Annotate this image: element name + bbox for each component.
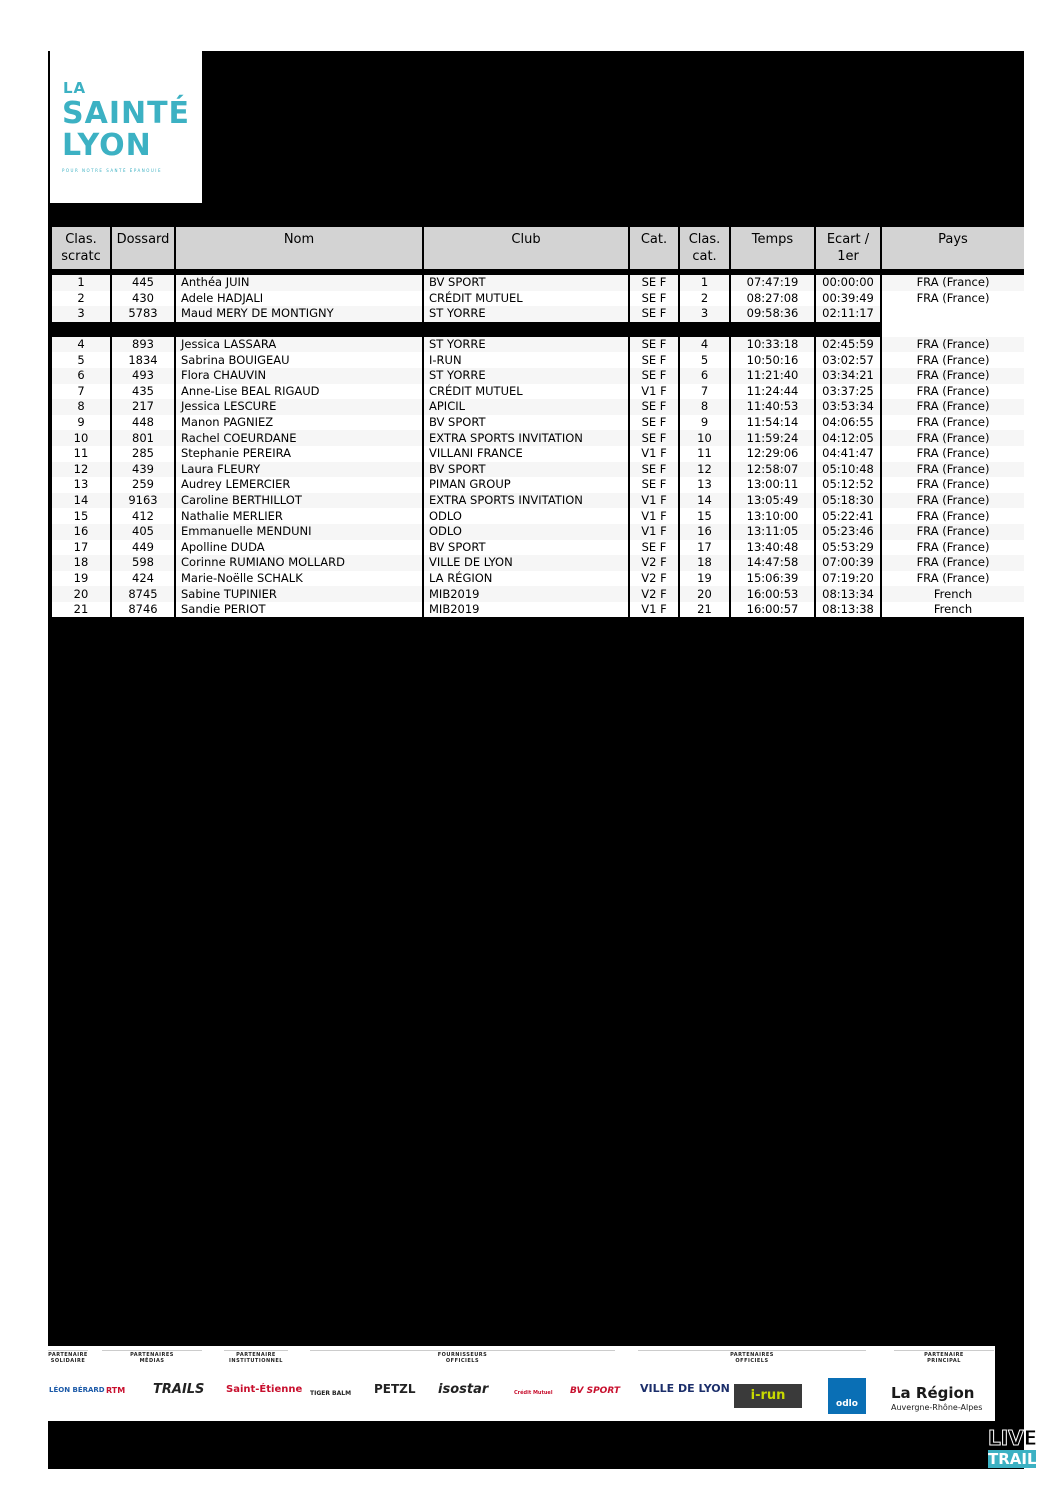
cell-rank: 5 — [51, 352, 111, 368]
cell-club: BV SPORT — [423, 540, 629, 556]
livetrail-live: LIVE — [988, 1426, 1038, 1450]
cell-country: FRA (France) — [881, 508, 1024, 524]
logo-rtm: RTM — [106, 1386, 126, 1395]
cell-cat: V1 F — [629, 524, 679, 540]
cell-rank: 4 — [51, 337, 111, 353]
logo-leon-berard: LÉON BÉRARD — [49, 1386, 105, 1394]
cell-cat-rank: 20 — [679, 586, 730, 602]
table-header-row — [51, 227, 1024, 269]
cell-time: 11:24:44 — [730, 384, 815, 400]
cell-cat: SE F — [629, 477, 679, 493]
cell-club: MIB2019 — [423, 602, 629, 618]
cell-cat-rank: 2 — [679, 291, 730, 307]
cell-cat-rank: 10 — [679, 430, 730, 446]
cell-rank: 20 — [51, 586, 111, 602]
logo-line-sainte: SAINTÉ — [62, 96, 191, 131]
logo-credit-mutuel: Crédit Mutuel — [514, 1390, 553, 1396]
cell-country: FRA (France) — [881, 477, 1024, 493]
cell-time: 11:54:14 — [730, 415, 815, 431]
cell-country: FRA (France) — [881, 415, 1024, 431]
cell-country: FRA (France) — [881, 399, 1024, 415]
cell-name: Sabrina BOUIGEAU — [175, 352, 423, 368]
cell-cat: SE F — [629, 462, 679, 478]
cell-bib: 801 — [111, 430, 175, 446]
cell-cat-rank: 15 — [679, 508, 730, 524]
cell-rank: 9 — [51, 415, 111, 431]
cell-rank: 7 — [51, 384, 111, 400]
partner-caption-principal: PARTENAIRE PRINCIPAL — [924, 1352, 964, 1364]
sainte-lyon-logo — [50, 51, 202, 203]
cell-bib: 8746 — [111, 602, 175, 618]
logo-auvergne-rhone-alpes: Auvergne-Rhône-Alpes — [891, 1403, 983, 1412]
logo-petzl: PETZL — [374, 1382, 416, 1396]
logo-tagline: POUR NOTRE SANTÉ ÉPANOUIE — [62, 168, 162, 173]
cell-country: FRA (France) — [881, 555, 1024, 571]
cell-cat-rank: 7 — [679, 384, 730, 400]
table-section-gap — [51, 322, 1024, 337]
cell-cat: SE F — [629, 415, 679, 431]
cell-country: FRA (France) — [881, 462, 1024, 478]
cell-time: 13:11:05 — [730, 524, 815, 540]
table-row — [51, 540, 1024, 556]
cell-rank: 11 — [51, 446, 111, 462]
cell-cat: SE F — [629, 275, 679, 291]
cell-cat: V2 F — [629, 555, 679, 571]
cell-time: 09:58:36 — [730, 306, 815, 322]
cell-cat-rank: 3 — [679, 306, 730, 322]
cell-country: FRA (France) — [881, 275, 1024, 291]
cell-rank: 17 — [51, 540, 111, 556]
cell-name: Corinne RUMIANO MOLLARD — [175, 555, 423, 571]
table-row — [51, 337, 1024, 353]
cell-rank: 3 — [51, 306, 111, 322]
cell-gap: 05:18:30 — [815, 493, 881, 509]
cell-bib: 9163 — [111, 493, 175, 509]
cell-rank: 1 — [51, 275, 111, 291]
cell-club: ST YORRE — [423, 337, 629, 353]
table-row — [51, 384, 1024, 400]
cell-gap: 07:00:39 — [815, 555, 881, 571]
cell-country: FRA (France) — [881, 291, 1024, 307]
cell-gap: 03:37:25 — [815, 384, 881, 400]
logo-trails: TRAILS — [153, 1382, 205, 1397]
header-rank: Clas. scratc — [51, 227, 111, 269]
cell-gap: 03:34:21 — [815, 368, 881, 384]
table-row — [51, 306, 1024, 322]
cell-rank: 13 — [51, 477, 111, 493]
cell-cat: V1 F — [629, 384, 679, 400]
cell-cat-rank: 18 — [679, 555, 730, 571]
cell-gap: 02:45:59 — [815, 337, 881, 353]
cell-rank: 8 — [51, 399, 111, 415]
table-row — [51, 446, 1024, 462]
cell-name: Maud MERY DE MONTIGNY — [175, 306, 423, 322]
cell-country: FRA (France) — [881, 430, 1024, 446]
cell-country: FRA (France) — [881, 493, 1024, 509]
cell-bib: 8745 — [111, 586, 175, 602]
cell-bib: 439 — [111, 462, 175, 478]
header-category: Cat. — [629, 227, 679, 269]
livetrail-trail: TRAIL — [988, 1450, 1037, 1468]
cell-name: Anne-Lise BEAL RIGAUD — [175, 384, 423, 400]
cell-club: EXTRA SPORTS INVITATION — [423, 430, 629, 446]
cell-cat: SE F — [629, 352, 679, 368]
cell-cat-rank: 9 — [679, 415, 730, 431]
cell-cat-rank: 4 — [679, 337, 730, 353]
cell-name: Nathalie MERLIER — [175, 508, 423, 524]
cell-rank: 14 — [51, 493, 111, 509]
cell-bib: 445 — [111, 275, 175, 291]
table-row — [51, 586, 1024, 602]
logo-isostar: isostar — [438, 1382, 489, 1397]
cell-country: FRA (France) — [881, 540, 1024, 556]
cell-time: 11:59:24 — [730, 430, 815, 446]
cell-time: 10:33:18 — [730, 337, 815, 353]
cell-time: 10:50:16 — [730, 352, 815, 368]
cell-time: 15:06:39 — [730, 571, 815, 587]
cell-time: 14:47:58 — [730, 555, 815, 571]
cell-country: French — [881, 602, 1024, 618]
cell-country — [881, 306, 1024, 322]
cell-rank: 21 — [51, 602, 111, 618]
cell-club: VILLE DE LYON — [423, 555, 629, 571]
cell-club: APICIL — [423, 399, 629, 415]
livetrail-logo — [986, 1422, 1038, 1470]
cell-name: Rachel COEURDANE — [175, 430, 423, 446]
logo-la-region: La Région — [891, 1384, 975, 1402]
results-body — [51, 269, 1024, 617]
cell-club: CRÉDIT MUTUEL — [423, 291, 629, 307]
cell-club: BV SPORT — [423, 415, 629, 431]
cell-club: MIB2019 — [423, 586, 629, 602]
header-category-rank: Clas. cat. — [679, 227, 730, 269]
cell-club: BV SPORT — [423, 275, 629, 291]
cell-name: Adele HADJALI — [175, 291, 423, 307]
cell-name: Jessica LASSARA — [175, 337, 423, 353]
table-row — [51, 415, 1024, 431]
cell-gap: 05:22:41 — [815, 508, 881, 524]
header-club: Club — [423, 227, 629, 269]
cell-gap: 04:12:05 — [815, 430, 881, 446]
table-row — [51, 524, 1024, 540]
cell-name: Jessica LESCURE — [175, 399, 423, 415]
cell-bib: 435 — [111, 384, 175, 400]
cell-gap: 08:13:38 — [815, 602, 881, 618]
cell-club: ODLO — [423, 508, 629, 524]
cell-time: 07:47:19 — [730, 275, 815, 291]
cell-name: Apolline DUDA — [175, 540, 423, 556]
cell-name: Audrey LEMERCIER — [175, 477, 423, 493]
table-row — [51, 477, 1024, 493]
cell-name: Marie-Noëlle SCHALK — [175, 571, 423, 587]
cell-gap: 03:53:34 — [815, 399, 881, 415]
cell-cat: SE F — [629, 430, 679, 446]
cell-bib: 1834 — [111, 352, 175, 368]
cell-cat: V1 F — [629, 493, 679, 509]
cell-name: Sabine TUPINIER — [175, 586, 423, 602]
results-table — [50, 227, 1024, 617]
cell-gap: 05:53:29 — [815, 540, 881, 556]
cell-cat-rank: 21 — [679, 602, 730, 618]
cell-cat-rank: 12 — [679, 462, 730, 478]
cell-country: FRA (France) — [881, 368, 1024, 384]
logo-line-la: LA — [63, 79, 87, 97]
cell-time: 11:21:40 — [730, 368, 815, 384]
cell-cat-rank: 6 — [679, 368, 730, 384]
header-name: Nom — [175, 227, 423, 269]
table-row — [51, 430, 1024, 446]
partner-caption-institutionnel: PARTENAIRE INSTITUTIONNEL — [229, 1352, 283, 1364]
header-gap: Ecart / 1er — [815, 227, 881, 269]
cell-bib: 893 — [111, 337, 175, 353]
cell-rank: 12 — [51, 462, 111, 478]
cell-club: VILLANI FRANCE — [423, 446, 629, 462]
table-row — [51, 571, 1024, 587]
cell-cat-rank: 17 — [679, 540, 730, 556]
cell-club: PIMAN GROUP — [423, 477, 629, 493]
cell-name: Manon PAGNIEZ — [175, 415, 423, 431]
cell-gap: 05:23:46 — [815, 524, 881, 540]
cell-gap: 02:11:17 — [815, 306, 881, 322]
table-row — [51, 493, 1024, 509]
cell-rank: 2 — [51, 291, 111, 307]
cell-rank: 6 — [51, 368, 111, 384]
cell-club: CRÉDIT MUTUEL — [423, 384, 629, 400]
table-row — [51, 462, 1024, 478]
cell-time: 08:27:08 — [730, 291, 815, 307]
cell-name: Flora CHAUVIN — [175, 368, 423, 384]
cell-club: ST YORRE — [423, 306, 629, 322]
cell-time: 13:00:11 — [730, 477, 815, 493]
cell-bib: 493 — [111, 368, 175, 384]
cell-country: FRA (France) — [881, 337, 1024, 353]
table-row — [51, 399, 1024, 415]
table-row — [51, 555, 1024, 571]
logo-i-run: i-run — [734, 1384, 802, 1408]
cell-rank: 10 — [51, 430, 111, 446]
cell-name: Sandie PERIOT — [175, 602, 423, 618]
cell-time: 11:40:53 — [730, 399, 815, 415]
cell-bib: 217 — [111, 399, 175, 415]
cell-cat-rank: 19 — [679, 571, 730, 587]
cell-cat-rank: 14 — [679, 493, 730, 509]
cell-cat: V2 F — [629, 586, 679, 602]
header-bib: Dossard — [111, 227, 175, 269]
partner-caption-fournisseurs: FOURNISSEURS OFFICIELS — [437, 1352, 488, 1364]
cell-rank: 18 — [51, 555, 111, 571]
cell-bib: 430 — [111, 291, 175, 307]
cell-country: FRA (France) — [881, 446, 1024, 462]
cell-cat-rank: 16 — [679, 524, 730, 540]
cell-time: 13:10:00 — [730, 508, 815, 524]
cell-rank: 19 — [51, 571, 111, 587]
cell-bib: 5783 — [111, 306, 175, 322]
partner-caption-medias: PARTENAIRES MÉDIAS — [130, 1352, 174, 1364]
cell-cat-rank: 8 — [679, 399, 730, 415]
cell-rank: 15 — [51, 508, 111, 524]
logo-saint-etienne: Saint-Étienne — [226, 1384, 303, 1395]
logo-ville-de-lyon: VILLE DE LYON — [640, 1382, 730, 1395]
cell-club: ST YORRE — [423, 368, 629, 384]
cell-gap: 04:06:55 — [815, 415, 881, 431]
cell-cat: V2 F — [629, 571, 679, 587]
cell-cat: SE F — [629, 540, 679, 556]
cell-gap: 03:02:57 — [815, 352, 881, 368]
cell-cat: SE F — [629, 399, 679, 415]
cell-bib: 449 — [111, 540, 175, 556]
cell-club: ODLO — [423, 524, 629, 540]
cell-rank: 16 — [51, 524, 111, 540]
cell-country: FRA (France) — [881, 384, 1024, 400]
cell-cat: SE F — [629, 337, 679, 353]
logo-tiger-balm: TIGER BALM — [310, 1390, 352, 1397]
cell-cat: SE F — [629, 368, 679, 384]
cell-cat: SE F — [629, 291, 679, 307]
cell-gap: 00:39:49 — [815, 291, 881, 307]
cell-gap: 04:41:47 — [815, 446, 881, 462]
cell-club: LA RÉGION — [423, 571, 629, 587]
cell-bib: 448 — [111, 415, 175, 431]
partner-caption-solidaire: PARTENAIRE SOLIDAIRE — [48, 1352, 88, 1364]
cell-time: 12:29:06 — [730, 446, 815, 462]
cell-bib: 412 — [111, 508, 175, 524]
cell-name: Laura FLEURY — [175, 462, 423, 478]
cell-club: I-RUN — [423, 352, 629, 368]
cell-cat: V1 F — [629, 602, 679, 618]
cell-cat-rank: 5 — [679, 352, 730, 368]
cell-bib: 598 — [111, 555, 175, 571]
cell-country: FRA (France) — [881, 571, 1024, 587]
cell-club: EXTRA SPORTS INVITATION — [423, 493, 629, 509]
cell-club: BV SPORT — [423, 462, 629, 478]
cell-time: 13:05:49 — [730, 493, 815, 509]
table-row — [51, 291, 1024, 307]
cell-time: 13:40:48 — [730, 540, 815, 556]
table-row — [51, 275, 1024, 291]
cell-bib: 405 — [111, 524, 175, 540]
cell-bib: 424 — [111, 571, 175, 587]
cell-country: FRA (France) — [881, 524, 1024, 540]
table-row — [51, 368, 1024, 384]
logo-odlo: odlo — [828, 1378, 866, 1414]
cell-gap: 00:00:00 — [815, 275, 881, 291]
cell-time: 16:00:57 — [730, 602, 815, 618]
cell-bib: 259 — [111, 477, 175, 493]
cell-bib: 285 — [111, 446, 175, 462]
header-time: Temps — [730, 227, 815, 269]
cell-country: FRA (France) — [881, 352, 1024, 368]
table-row — [51, 602, 1024, 618]
cell-gap: 08:13:34 — [815, 586, 881, 602]
cell-gap: 05:10:48 — [815, 462, 881, 478]
table-row — [51, 352, 1024, 368]
partner-caption-officiels: PARTENAIRES OFFICIELS — [730, 1352, 774, 1364]
logo-line-lyon: LYON — [62, 128, 152, 163]
cell-gap: 07:19:20 — [815, 571, 881, 587]
cell-name: Caroline BERTHILLOT — [175, 493, 423, 509]
header-country: Pays — [881, 227, 1024, 269]
cell-name: Stephanie PEREIRA — [175, 446, 423, 462]
cell-name: Emmanuelle MENDUNI — [175, 524, 423, 540]
cell-cat: V1 F — [629, 446, 679, 462]
cell-cat: V1 F — [629, 508, 679, 524]
logo-bv-sport: BV SPORT — [570, 1386, 620, 1396]
cell-cat-rank: 13 — [679, 477, 730, 493]
cell-name: Anthéa JUIN — [175, 275, 423, 291]
cell-time: 12:58:07 — [730, 462, 815, 478]
cell-time: 16:00:53 — [730, 586, 815, 602]
cell-cat-rank: 11 — [679, 446, 730, 462]
cell-gap: 05:12:52 — [815, 477, 881, 493]
cell-country: French — [881, 586, 1024, 602]
cell-cat-rank: 1 — [679, 275, 730, 291]
cell-cat: SE F — [629, 306, 679, 322]
partners-footer — [48, 1346, 995, 1421]
table-row — [51, 508, 1024, 524]
